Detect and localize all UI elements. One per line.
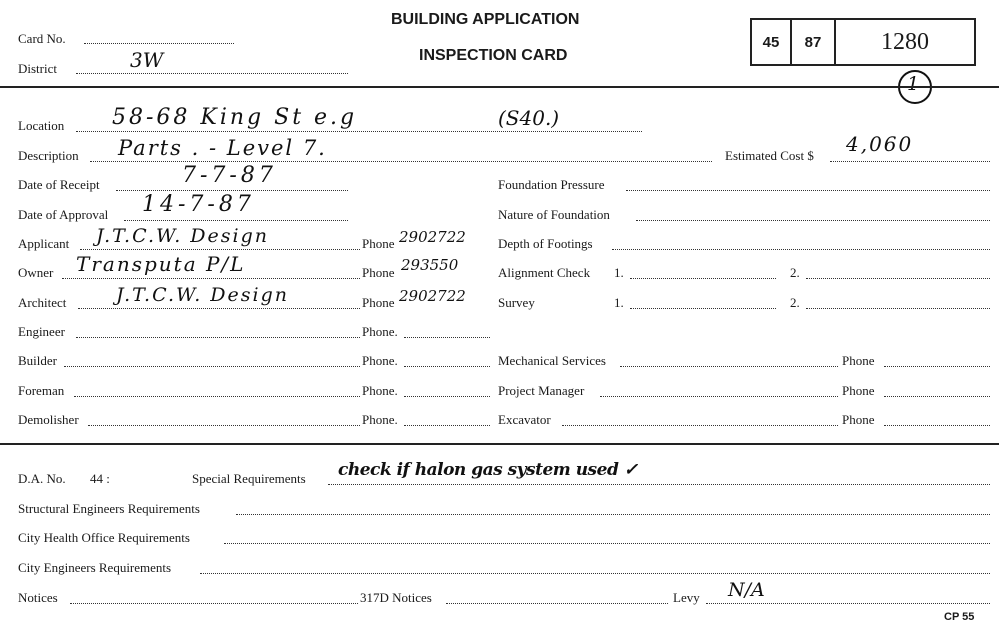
- foundation-pressure-label: Foundation Pressure: [498, 177, 605, 192]
- structural-engineers-label: Structural Engineers Requirements: [18, 501, 200, 516]
- estimated-cost-line: [830, 161, 990, 162]
- survey-2-line: [806, 308, 990, 309]
- district-line: [76, 73, 348, 74]
- demolisher-line: [88, 425, 360, 426]
- form-code: CP 55: [944, 611, 975, 623]
- engineer-label: Engineer: [18, 324, 65, 339]
- project-manager-phone-label: Phone: [842, 383, 875, 398]
- location-label: Location: [18, 118, 65, 133]
- nature-of-foundation-line: [636, 220, 990, 221]
- survey-2: 2.: [790, 295, 800, 310]
- levy-label: Levy: [673, 590, 700, 605]
- project-manager-phone-line: [884, 396, 990, 397]
- card-no-label: Card No.: [18, 31, 66, 46]
- owner-phone-label: Phone: [362, 265, 395, 280]
- special-requirements-line: [328, 484, 990, 485]
- box-1: 45: [752, 20, 792, 64]
- survey-1: 1.: [614, 295, 624, 310]
- mechanical-services-line: [620, 366, 838, 367]
- date-of-receipt-label: Date of Receipt: [18, 177, 100, 192]
- applicant-label: Applicant: [18, 236, 70, 251]
- foreman-phone-line: [404, 396, 490, 397]
- mechanical-services-phone-line: [884, 366, 990, 367]
- engineer-line: [76, 337, 360, 338]
- location-line: [76, 131, 642, 132]
- applicant-line: [80, 249, 360, 250]
- alignment-check-2: 2.: [790, 265, 800, 280]
- estimated-cost-label: Estimated Cost $: [725, 148, 814, 163]
- estimated-cost-value: 4,060: [846, 132, 914, 156]
- alignment-check-1: 1.: [614, 265, 624, 280]
- demolisher-phone-line: [404, 425, 490, 426]
- foreman-line: [74, 396, 360, 397]
- notices-line: [70, 603, 358, 604]
- architect-phone: 2902722: [399, 287, 466, 305]
- alignment-check-1-line: [630, 278, 776, 279]
- levy-value: N/A: [728, 579, 765, 601]
- notices-317d-line: [446, 603, 668, 604]
- mechanical-services-phone-label: Phone: [842, 353, 875, 368]
- notices-317d-label: 317D Notices: [360, 590, 432, 605]
- box-2: 87: [792, 20, 836, 64]
- applicant-phone-label: Phone: [362, 236, 395, 251]
- form-title-line2: INSPECTION CARD: [419, 47, 568, 64]
- foreman-label: Foreman: [18, 383, 65, 398]
- district-value: 3W: [130, 48, 164, 72]
- city-engineers-label: City Engineers Requirements: [18, 560, 172, 575]
- survey-1-line: [630, 308, 776, 309]
- architect-phone-label: Phone: [362, 295, 395, 310]
- date-of-approval-line: [124, 220, 348, 221]
- da-no-value: 44 :: [90, 471, 110, 486]
- da-no-label: D.A. No.: [18, 471, 66, 486]
- survey-label: Survey: [498, 295, 535, 310]
- date-of-approval-value: 14-7-87: [142, 192, 255, 217]
- builder-line: [64, 366, 360, 367]
- date-of-approval-label: Date of Approval: [18, 207, 109, 222]
- location-value: 58-68 King St e.g: [112, 105, 358, 130]
- architect-line: [78, 308, 360, 309]
- description-label: Description: [18, 148, 79, 163]
- owner-phone: 293550: [401, 256, 459, 274]
- architect-value: J.T.C.W. Design: [116, 284, 289, 306]
- circled-mark: 1: [907, 73, 920, 95]
- owner-value: Transputa P/L: [76, 252, 246, 276]
- excavator-phone-line: [884, 425, 990, 426]
- demolisher-phone-label: Phone.: [362, 412, 398, 427]
- alignment-check-2-line: [806, 278, 990, 279]
- alignment-check-label: Alignment Check: [498, 265, 591, 280]
- engineer-phone-line: [404, 337, 490, 338]
- description-value: Parts . - Level 7.: [118, 136, 327, 160]
- applicant-value: J.T.C.W. Design: [96, 225, 269, 247]
- builder-label: Builder: [18, 353, 57, 368]
- depth-of-footings-line: [612, 249, 990, 250]
- form-title-line1: BUILDING APPLICATION: [391, 11, 580, 28]
- project-manager-label: Project Manager: [498, 383, 585, 398]
- owner-line: [62, 278, 360, 279]
- mechanical-services-label: Mechanical Services: [498, 353, 606, 368]
- structural-engineers-line: [236, 514, 990, 515]
- builder-phone-line: [404, 366, 490, 367]
- header-divider: [0, 86, 999, 88]
- builder-phone-label: Phone.: [362, 353, 398, 368]
- depth-of-footings-label: Depth of Footings: [498, 236, 593, 251]
- card-number: 1280: [881, 28, 929, 55]
- levy-line: [706, 603, 990, 604]
- description-line: [90, 161, 712, 162]
- excavator-phone-label: Phone: [842, 412, 875, 427]
- card-no-line: [84, 43, 234, 44]
- date-of-receipt-line: [116, 190, 348, 191]
- district-label: District: [18, 61, 57, 76]
- demolisher-label: Demolisher: [18, 412, 79, 427]
- city-health-label: City Health Office Requirements: [18, 530, 190, 545]
- owner-label: Owner: [18, 265, 54, 280]
- project-manager-line: [600, 396, 838, 397]
- excavator-label: Excavator: [498, 412, 551, 427]
- engineer-phone-label: Phone.: [362, 324, 398, 339]
- excavator-line: [562, 425, 838, 426]
- city-engineers-line: [200, 573, 990, 574]
- applicant-phone: 2902722: [399, 228, 466, 246]
- date-of-receipt-value: 7-7-87: [182, 163, 277, 188]
- special-requirements-value: check if halon gas system used ✓: [338, 460, 638, 480]
- location-extra: (S40.): [498, 106, 560, 130]
- architect-label: Architect: [18, 295, 67, 310]
- foundation-pressure-line: [626, 190, 990, 191]
- card-number-boxes: [750, 18, 976, 66]
- nature-of-foundation-label: Nature of Foundation: [498, 207, 610, 222]
- foreman-phone-label: Phone.: [362, 383, 398, 398]
- requirements-divider: [0, 443, 999, 445]
- city-health-line: [224, 543, 990, 544]
- notices-label: Notices: [18, 590, 58, 605]
- special-requirements-label: Special Requirements: [192, 471, 306, 486]
